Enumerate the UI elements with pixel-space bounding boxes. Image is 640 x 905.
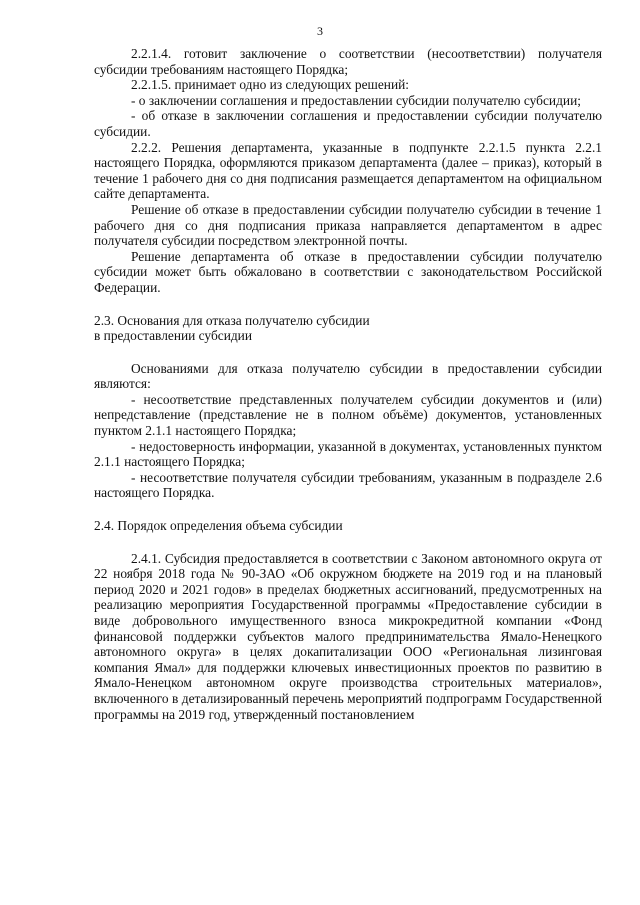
- list-item-conclusion-agreement: - о заключении соглашения и предоставлении субсидии получателю субсидии;: [131, 92, 581, 108]
- paragraph-appeal: Решение департамента об отказе в предоставлении субсидии получателю субсидии может быть обжаловано в соответствии с законодательством Российской Федерации.: [94, 248, 602, 295]
- list-item-refusal-agreement: - об отказе в заключении соглашения и предоставлении субсидии получателю субсидии.: [94, 108, 602, 139]
- refusal-ground-item: - несоответствие получателя субсидии требованиям, указанным в подразделе 2.6 настоящего Порядка.: [94, 469, 602, 501]
- page-number: 3: [317, 24, 323, 38]
- paragraph-2-2-1-5: 2.2.1.5. принимает одно из следующих решений:: [131, 77, 410, 93]
- paragraph-2-4-1: 2.4.1. Субсидия предоставляется в соответствии с Законом автономного округа от 22 ноября 2018 года № 90-ЗАО «Об окружном бюджете на 2019 год и на плановый период 2020 и 2021 годов» в пределах бюджетных ассигнований, предусмотренных на реализацию мероприятия Государственной программы «Предоставление субсидии в виде добровольного имущественного взноса микрокредитной компании «Фонд финансовой поддержки субъектов малого предпринимательства Ямало-Ненецкого автономного округа» в целях докапитализации ООО «Региональная лизинговая компания Ямал» для поддержки ключевых инвестиционных проектов по развитию в Ямало-Ненецком автономном округе производства строительных материалов», включенного в детализированный перечень мероприятий подпрограмм Государственной программы на 2019 год, утвержденный постановлением: [94, 550, 602, 722]
- document-body: [94, 46, 602, 722]
- paragraph-2-2-1-4: 2.2.1.4. готовит заключение о соответствии (несоответствии) получателя субсидии требованиям настоящего Порядка;: [94, 46, 602, 77]
- section-2-4-title: 2.4. Порядок определения объема субсидии: [94, 518, 343, 534]
- section-2-3-intro: Основаниями для отказа получателю субсидии в предоставлении субсидии являются:: [94, 360, 602, 392]
- refusal-ground-item: - несоответствие представленных получателем субсидии документов и (или) непредставление (представление не в полном объёме) документов, установленных пунктом 2.1.1 настоящего Порядка;: [94, 391, 602, 439]
- section-2-3-title-line-2: в предоставлении субсидии: [94, 328, 253, 344]
- paragraph-2-2-2: 2.2.2. Решения департамента, указанные в подпункте 2.2.1.5 пункта 2.2.1 настоящего Порядка, оформляются приказом департамента (далее – приказ), который в течение 1 рабочего дня со дня подписания размещается департаментом на официальном сайте департамента.: [94, 139, 602, 202]
- section-2-3-title-line-1: 2.3. Основания для отказа получателю субсидии: [94, 312, 370, 328]
- refusal-ground-item: - недостоверность информации, указанной в документах, установленных пунктом 2.1.1 настоящего Порядка;: [94, 438, 602, 470]
- paragraph-refusal-notice: Решение об отказе в предоставлении субсидии получателю субсидии в течение 1 рабочего дня со дня подписания приказа направляется департаментом в адрес получателя субсидии посредством электронной почты.: [94, 201, 602, 249]
